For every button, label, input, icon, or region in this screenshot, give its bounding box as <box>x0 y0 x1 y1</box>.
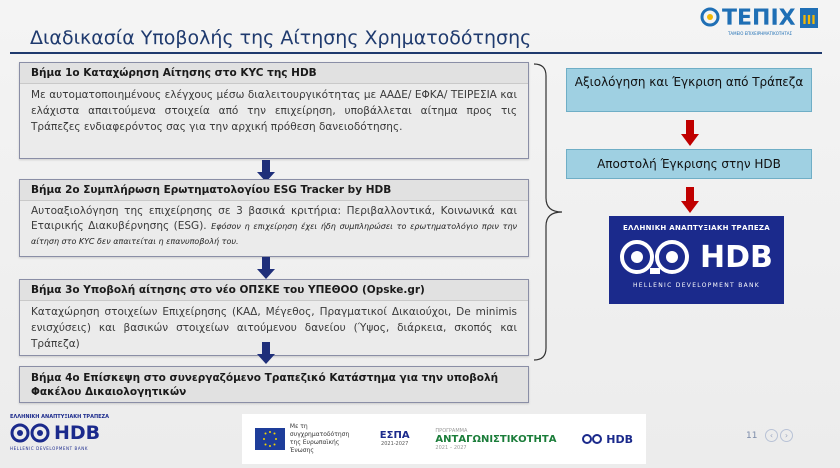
hdb-logo-mark-icon <box>620 237 698 277</box>
hdb-logo-bottom-text: HELLENIC DEVELOPMENT BANK <box>632 282 761 289</box>
hdb-logo <box>609 216 784 304</box>
previous-slide-button[interactable]: ‹ <box>765 429 778 442</box>
tepix-logo-numeral: III <box>802 13 816 27</box>
eu-flag-icon <box>255 428 285 450</box>
antagonistikotita-text: ΑΝΤΑΓΩΝΙΣΤΙΚΟΤΗΤΑ <box>435 433 557 445</box>
tepix-logo-tagline: ΤΑΜΕΙΟ ΕΠΙΧΕΙΡΗΜΑΤΙΚΟΤΗΤΑΣ <box>727 31 793 36</box>
footer-hdb-mark-text: HDB <box>54 422 101 444</box>
red-down-arrow <box>681 187 699 213</box>
step-down-arrow <box>257 342 275 364</box>
step-4-heading: Βήμα 4ο Επίσκεψη στο συνεργαζόμενο Τραπεζικό Κατάστημα για την υποβολή Φακέλου Δικαιολογητικών <box>20 367 528 402</box>
step-1-heading: Βήμα 1ο Καταχώρηση Αίτησης στο KYC της HDB <box>20 63 528 84</box>
step-2-note: Εφόσον η επιχείρηση έχει ήδη συμπληρώσει το ερωτηματολόγιο πριν την αίτηση στο KYC δεν απαιτείται η επανυποβολή του. <box>31 222 517 246</box>
step-down-arrow <box>257 257 275 279</box>
eu-cofunding-text: Με τη συγχρηματοδότηση της Ευρωπαϊκής Ένωσης <box>289 423 350 454</box>
tepix-logo-text: ΤΕΠΙΧ <box>722 6 796 31</box>
grouping-bracket <box>532 62 566 362</box>
bank-approval-box: Αξιολόγηση και Έγκριση από Τράπεζα <box>566 68 812 112</box>
step-2-heading: Βήμα 2ο Συμπλήρωση Ερωτηματολογίου ESG Tracker by HDB <box>20 180 528 201</box>
title-underline <box>10 52 822 54</box>
step-2-body: Αυτοαξιολόγηση της επιχείρησης σε 3 βασικά κριτήρια: Περιβαλλοντικά, Κοινωνικά και Εταιρικής Διακυβέρνησης (ESG). <box>31 205 517 232</box>
espa-logo-text: ΕΣΠΑ <box>379 430 410 441</box>
footer-hdb-top-text: ΕΛΛΗΝΙΚΗ ΑΝΑΠΤΥΞΙΑΚΗ ΤΡΑΠΕΖΑ <box>10 414 110 420</box>
step-3-heading: Βήμα 3ο Υποβολή αίτησης στο νέο ΟΠΣΚΕ του ΥΠΕΘΟΟ (Opske.gr) <box>20 280 528 301</box>
mini-hdb-mark-icon <box>582 433 604 445</box>
step-3-body: Καταχώρηση στοιχείων Επιχείρησης (ΚΑΔ, Μέγεθος, Πραγματικοί Δικαιούχοι, De minimis ενισχύσεις) και βασικών στοιχείων αιτούμενου δανείου (Ύψος, διάρκεια, σκοπός και Τράπεζα) <box>31 306 517 350</box>
footer-hdb-bottom-text: HELLENIC DEVELOPMENT BANK <box>10 446 89 451</box>
tepix-logo <box>700 2 822 38</box>
footer-hdb-logo <box>10 414 110 451</box>
step-1-box <box>19 62 529 159</box>
page-number: 11 <box>746 431 758 441</box>
hdb-logo-top-text: ΕΛΛΗΝΙΚΗ ΑΝΑΠΤΥΞΙΑΚΗ ΤΡΑΠΕΖΑ <box>622 224 771 232</box>
red-down-arrow <box>681 120 699 146</box>
anta-years-text: 2021 – 2027 <box>435 444 467 451</box>
programma-text: ΠΡΟΓΡΑΜΜΑ <box>435 427 468 434</box>
espa-years-text: 2021-2027 <box>381 441 409 447</box>
mini-hdb-text: HDB <box>606 432 634 446</box>
step-4-box <box>19 366 529 403</box>
page-title: Διαδικασία Υποβολής της Αίτησης Χρηματοδότησης <box>30 27 532 49</box>
step-2-box <box>19 179 529 257</box>
send-approval-box: Αποστολή Έγκρισης στην HDB <box>566 149 812 179</box>
funding-logos-strip <box>242 414 646 464</box>
footer-hdb-mark-icon <box>10 422 54 444</box>
next-slide-button[interactable]: › <box>780 429 793 442</box>
hdb-logo-mark-text: HDB <box>700 239 773 275</box>
step-1-body: Με αυτοματοποιημένους ελέγχους μέσω διαλειτουργικότητας με ΑΑΔΕ/ ΕΦΚΑ/ ΤΕΙΡΕΣΙΑ και ελάχιστα απαιτούμενα στοιχεία από την επιχείρηση, υποβάλλεται αίτημα προς τις Τράπεζες ενδιαφερόντος σας για την αρχική πρόθεση δανειοδότησης. <box>31 89 517 133</box>
